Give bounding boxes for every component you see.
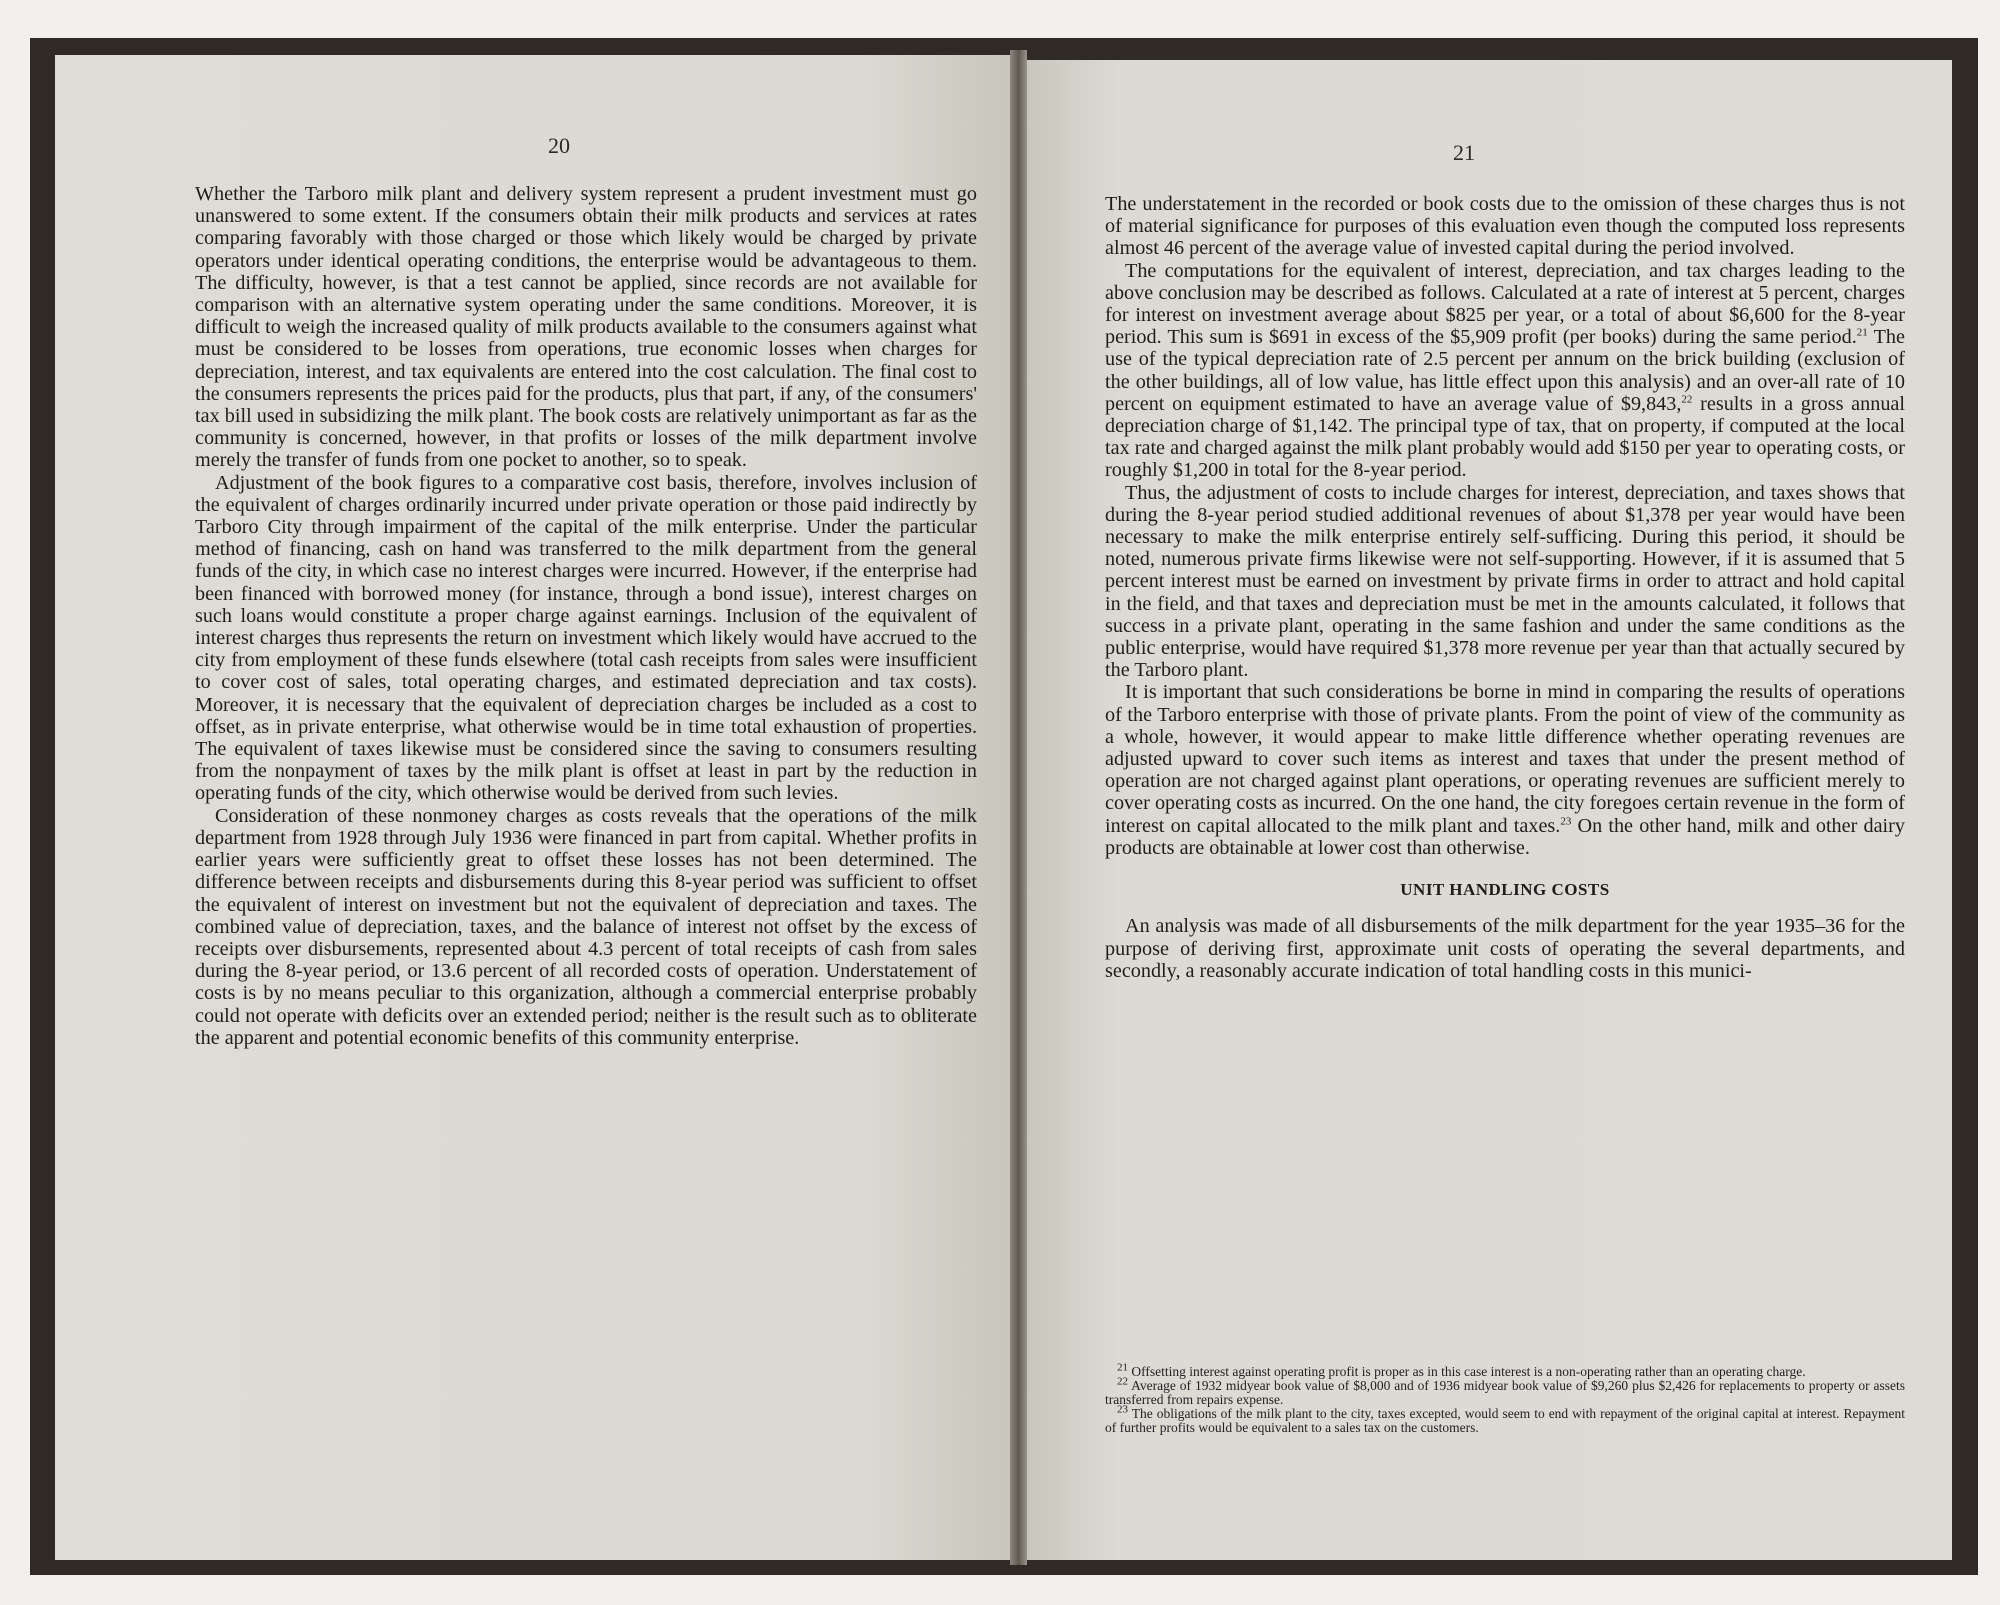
- footnote: [1105, 1361, 1905, 1379]
- footnote-ref: 21: [1856, 326, 1868, 339]
- paragraph: [1105, 681, 1905, 859]
- scan-border-right: [1978, 0, 2000, 1605]
- footnote-number: 23: [1117, 1403, 1128, 1416]
- paragraph-text: On the other hand, milk and other dairy products are obtainable at lower cost than otherwise.: [1105, 814, 1905, 859]
- footnote-number: 21: [1117, 1361, 1128, 1374]
- footnote-text: Offsetting interest against operating profit is proper as in this case interest is a non-operating rather than an operating charge.: [1128, 1364, 1806, 1379]
- footnote-text: The obligations of the milk plant to the city, taxes excepted, would seem to end with repayment of the original capital at interest. Repayment of further profits would be equivalent to a sales tax on the customers.: [1105, 1406, 1905, 1435]
- paragraph: Whether the Tarboro milk plant and delivery system represent a prudent investment must go unanswered to some extent. If the consumers obtain their milk products and services at rates comparing favorably with those charged or those which likely would be charged by private operators under identical operating conditions, the enterprise would be advantageous to them. The difficulty, however, is that a test cannot be applied, since records are not available for comparison with an alternative system operating under the same conditions. Moreover, it is difficult to weigh the increased quality of milk products available to the consumers against what must be considered to be losses from operations, true economic losses when charges for depreciation, interest, and tax equivalents are entered into the cost calculation. The final cost to the consumers represents the prices paid for the products, plus that part, if any, of the consumers' tax bill used in subsidizing the milk plant. The book costs are relatively unimportant as far as the community is concerned, however, in that profits or losses of the milk department involve merely the transfer of funds from one pocket to another, so to speak.: [195, 183, 977, 472]
- footnote: [1105, 1403, 1905, 1435]
- left-page: [55, 55, 1010, 1560]
- paragraph: The understatement in the recorded or book costs due to the omission of these charges thus is not of material significance for purposes of this evaluation even though the computed loss represents almost 46 percent of the average value of invested capital during the period involved.: [1105, 193, 1905, 260]
- paragraph-text: The computations for the equivalent of interest, depreciation, and tax charges leading to the above conclusion may be described as follows. Calculated at a rate of interest at 5 percent, charges for interest on investment average about $825 per year, or a total of about $6,600 for the 8-year period. This sum is $691 in excess of the $5,909 profit (per books) during the same period.: [1105, 259, 1905, 349]
- scan-border-top: [0, 0, 2000, 38]
- footnote-number: 22: [1117, 1375, 1128, 1388]
- section-heading: UNIT HANDLING COSTS: [1400, 880, 1610, 900]
- scan-border-left: [0, 0, 30, 1605]
- left-page-body: [195, 183, 977, 1049]
- paragraph: [1105, 260, 1905, 482]
- page-number-right: 21: [1453, 140, 1475, 165]
- footnote-ref: 22: [1681, 393, 1693, 406]
- right-page-body: [1105, 193, 1905, 982]
- paragraph-text: results in a gross annual depreciation charge of $1,142. The principal type of tax, that on property, if computed at the local tax rate and charged against the milk plant probably would add $150 per year to operating costs, or roughly $1,200 in total for the 8-year period.: [1105, 392, 1905, 482]
- page-number-left: 20: [548, 133, 570, 158]
- paragraph: An analysis was made of all disbursements of the milk department for the year 1935–36 for the purpose of deriving first, approximate unit costs of operating the several departments, and secondly, a reasonably accurate indication of total handling costs in this munici-: [1105, 915, 1905, 982]
- paragraph: Consideration of these nonmoney charges as costs reveals that the operations of the milk department from 1928 through July 1936 were financed in part from capital. Whether profits in earlier years were sufficiently great to offset these losses has not been determined. The difference between receipts and disbursements during this 8-year period was sufficient to offset the equivalent of interest on investment but not the equivalent of depreciation and taxes. The combined value of depreciation, taxes, and the balance of interest not offset by the excess of receipts over disbursements, represented about 4.3 percent of total receipts of cash from sales during the 8-year period, or 13.6 percent of all recorded costs of operation. Understatement of costs is by no means peculiar to this organization, although a commercial enterprise probably could not operate with deficits over an extended period; neither is the result such as to obliterate the apparent and potential economic benefits of this community enterprise.: [195, 804, 977, 1049]
- paragraph: Thus, the adjustment of costs to include charges for interest, depreciation, and taxes shows that during the 8-year period studied additional revenues of about $1,378 per year would have been necessary to make the milk enterprise entirely self-sufficing. During this period, it should be noted, numerous private firms likewise were not self-supporting. However, if it is assumed that 5 percent interest must be earned on investment by private firms in order to attract and hold capital in the field, and that taxes and depreciation must be met in the amounts calculated, it follows that success in a private plant, operating in the same fashion and under the same conditions as the public enterprise, would have required $1,378 more revenue per year than that actually secured by the Tarboro plant.: [1105, 481, 1905, 682]
- footnote: [1105, 1375, 1905, 1407]
- footnotes: [1105, 1361, 1905, 1435]
- paragraph: Adjustment of the book figures to a comparative cost basis, therefore, involves inclusion of the equivalent of charges ordinarily incurred under private operation or those paid indirectly by Tarboro City through impairment of the capital of the milk enterprise. Under the particular method of financing, cash on hand was transferred to the milk department from the general funds of the city, in which case no interest charges were incurred. However, if the enterprise had been financed with borrowed money (for instance, through a bond issue), interest charges on such loans would constitute a proper charge against earnings. Inclusion of the equivalent of interest charges thus represents the return on investment which likely would have accrued to the city from employment of these funds elsewhere (total cash receipts from sales were insufficient to cover cost of sales, total operating charges, and estimated depreciation and tax costs). Moreover, it is necessary that the equivalent of depreciation charges be included as a cost to offset, as in private enterprise, what otherwise would be in time total exhaustion of properties. The equivalent of taxes likewise must be considered since the saving to consumers resulting from the nonpayment of taxes by the milk plant is offset at least in part by the reduction in operating funds of the city, which otherwise would be derived from such levies.: [195, 471, 977, 805]
- footnote-ref: 23: [1560, 814, 1572, 827]
- paragraph-text: It is important that such considerations be borne in mind in comparing the results of operations of the Tarboro enterprise with those of private plants. From the point of view of the community as a whole, however, it would appear to make little difference whether operating revenues are adjusted upward to cover such items as interest and taxes that under the present method of operation are not charged against plant operations, or operating revenues are sufficient merely to cover operating costs as incurred. On the one hand, the city foregoes certain revenue in the form of interest on capital allocated to the milk plant and taxes.: [1105, 681, 1905, 837]
- scan-border-bottom: [0, 1575, 2000, 1605]
- footnote-text: Average of 1932 midyear book value of $8,000 and of 1936 midyear book value of $9,260 plus $2,426 for replacements to property or assets transferred from repairs expense.: [1105, 1378, 1905, 1407]
- book-gutter: [1010, 50, 1027, 1565]
- right-page: [1027, 60, 1952, 1560]
- paragraph-text: The use of the typical depreciation rate of 2.5 percent per annum on the brick building (exclusion of the other buildings, all of low value, has little effect upon this analysis) and an over-all rate of 10 percent on equipment estimated to have an average value of $9,843,: [1105, 326, 1905, 415]
